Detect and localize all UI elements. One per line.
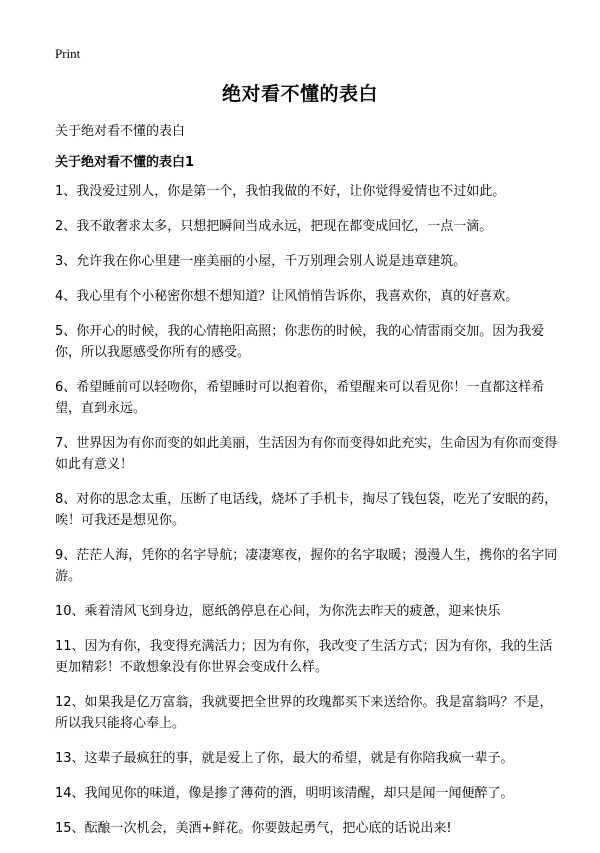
list-item: 10、乘着清风飞到身边，愿纸鸽停息在心间，为你洗去昨天的疲惫，迎来快乐 bbox=[55, 604, 501, 619]
list-item: 9、茫茫人海，凭你的名字导航；凄凄寒夜，握你的名字取暖；漫漫人生，携你的名字同游。 bbox=[55, 548, 558, 584]
list-item: 7、世界因为有你而变的如此美丽，生活因为有你而变得如此充实，生命因为有你而变得如此有意义！ bbox=[55, 436, 558, 472]
list-item: 15、酝酿一次机会，美酒+鲜花。你要鼓起勇气，把心底的话说出来! bbox=[55, 821, 452, 836]
print-link[interactable]: Print bbox=[55, 46, 81, 61]
list-item: 4、我心里有个小秘密你想不想知道？让风悄悄告诉你，我喜欢你，真的好喜欢。 bbox=[55, 289, 519, 304]
list-item: 8、对你的思念太重，压断了电话线，烧坏了手机卡，掏尽了钱包袋，吃光了安眠的药，唉！可我还是想见你。 bbox=[55, 492, 558, 528]
list-item: 1、我没爱过别人，你是第一个，我怕我做的不好，让你觉得爱情也不过如此。 bbox=[55, 184, 506, 199]
list-item: 13、这辈子最疯狂的事，就是爱上了你，最大的希望，就是有你陪我疯一辈子。 bbox=[55, 751, 514, 766]
list-item: 6、希望睡前可以轻吻你，希望睡时可以抱着你，希望醒来可以看见你！一直都这样希望，直到永远。 bbox=[55, 380, 545, 416]
list-item: 14、我闻见你的味道，像是掺了薄荷的酒，明明该清醒，却只是闻一闻便醉了。 bbox=[55, 786, 514, 801]
list-item: 12、如果我是亿万富翁，我就要把全世界的玫瑰都买下来送给你。我是富翁吗？不是，所以我只能将心奉上。 bbox=[55, 695, 553, 731]
list-item: 11、因为有你，我变得充满活力；因为有你，我改变了生活方式；因为有你，我的生活更加精彩！不敢想象没有你世界会变成什么样。 bbox=[55, 639, 553, 675]
list-item: 5、你开心的时候，我的心情艳阳高照；你悲伤的时候，我的心情雷雨交加。因为我爱你，所以我愿感受你所有的感受。 bbox=[55, 324, 545, 360]
list-item: 3、允许我在你心里建一座美丽的小屋，千万别理会别人说是违章建筑。 bbox=[55, 254, 467, 269]
section-heading: 关于绝对看不懂的表白1 bbox=[55, 155, 195, 170]
page-subtitle: 关于绝对看不懂的表白 bbox=[55, 124, 186, 139]
list-item: 2、我不敢奢求太多，只想把瞬间当成永远，把现在都变成回忆，一点一滴。 bbox=[55, 219, 493, 234]
page-title: 绝对看不懂的表白 bbox=[221, 83, 378, 105]
confession-list bbox=[55, 181, 560, 853]
